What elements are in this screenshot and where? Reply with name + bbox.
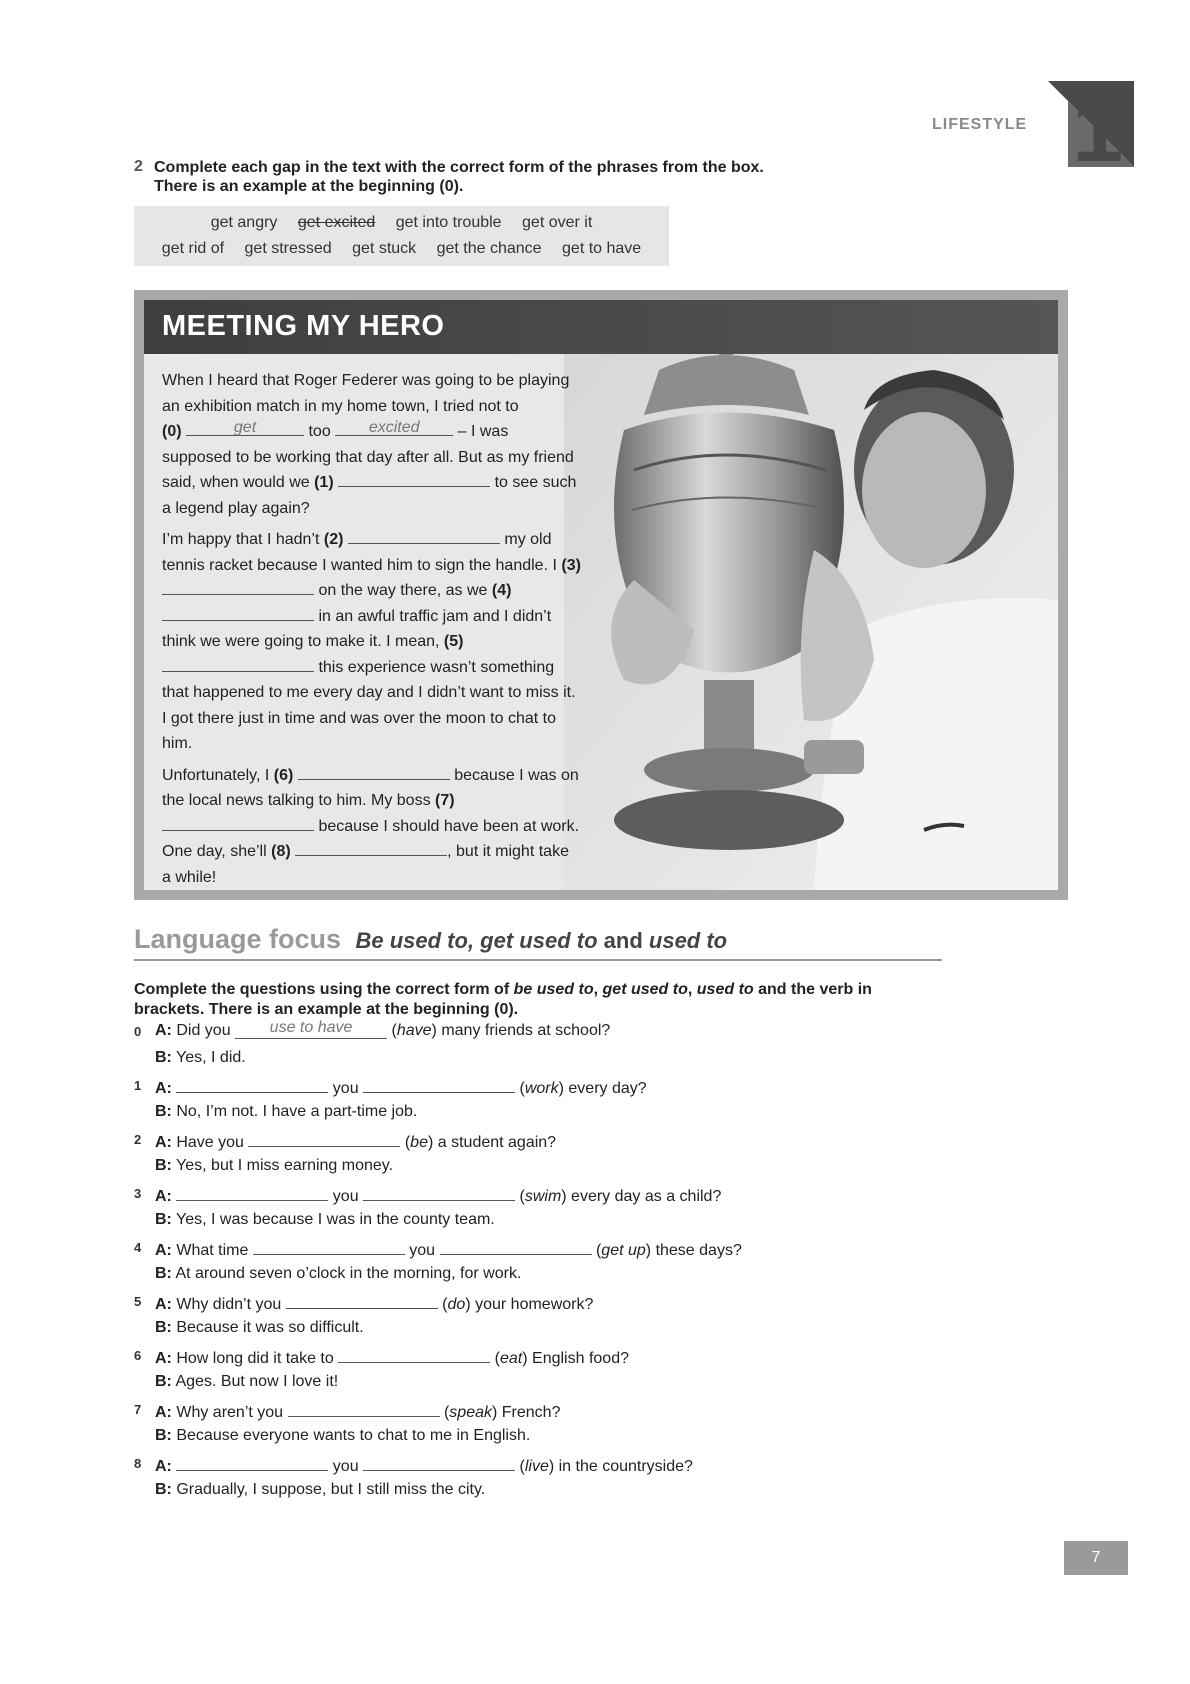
qa-item <box>134 1019 1034 1072</box>
question-number: 5 <box>134 1294 142 1309</box>
phrase-item: get to have <box>562 240 642 257</box>
qa-item <box>134 1346 1034 1396</box>
phrase-item: get stressed <box>244 240 332 257</box>
speaker-a: A: <box>155 1296 172 1313</box>
answer-blank[interactable] <box>176 1454 328 1471</box>
qa-item <box>134 1400 1034 1450</box>
article-paragraph-2: I’m happy that I hadn’t (2) my old tennis racket because I wanted him to sign the handle. I (3) on the way there, as we (4) in an awful traffic jam and I didn’t think we were going to make it. I mean, (5) this experience wasn’t something that happened to me every day and I didn’t want to miss it. I got there just in time and was over the moon to chat to him. <box>162 527 582 757</box>
question-number: 0 <box>134 1024 142 1039</box>
answer-blank-example <box>235 1019 387 1039</box>
speaker-a: A: <box>155 1080 172 1097</box>
verb-hint: do <box>447 1296 466 1313</box>
answer-blank[interactable] <box>176 1076 328 1093</box>
speaker-a: A: <box>155 1458 172 1475</box>
article-paragraph-1: When I heard that Roger Federer was going to be playing an exhibition match in my home town, I tried not to (0) get too excited – I was supposed to be working that day after all. But as my friend said, when would we (1) to see such a legend play again? <box>162 372 577 517</box>
speaker-b: B: <box>155 1427 172 1444</box>
language-focus-heading <box>134 924 942 961</box>
qa-item <box>134 1454 1034 1504</box>
line-a: A: you (work) every day? <box>155 1076 647 1098</box>
language-focus-instruction: Complete the questions using the correct form of be used to, get used to, used to and the verb in brackets. There is an example at the beginning (0). <box>134 981 872 1018</box>
line-b: B: Yes, but I miss earning money. <box>155 1157 394 1174</box>
phrase-item: get stuck <box>352 240 417 257</box>
phrase-item: get rid of <box>161 240 225 257</box>
unit-number-badge <box>1048 81 1134 167</box>
verb-hint: work <box>524 1080 559 1097</box>
answer-blank[interactable] <box>440 1238 592 1255</box>
article-title-bar <box>144 300 1058 354</box>
example-answer: get <box>233 419 257 436</box>
phrase-item: get into trouble <box>395 214 502 231</box>
language-focus-title: Language focus <box>134 924 342 954</box>
verb-hint: speak <box>449 1404 492 1421</box>
exercise-number: 2 <box>134 158 143 175</box>
answer-blank[interactable] <box>176 1184 328 1201</box>
page-number: 7 <box>1064 1541 1128 1575</box>
gap-5[interactable] <box>162 655 314 672</box>
line-a: A: you (swim) every day as a child? <box>155 1184 721 1206</box>
qa-item <box>134 1292 1034 1342</box>
line-b: B: Because it was so difficult. <box>155 1319 364 1336</box>
speaker-b: B: <box>155 1103 172 1120</box>
federer-trophy-photo <box>564 300 1058 890</box>
verb-hint: eat <box>500 1350 523 1367</box>
gap-7[interactable] <box>162 814 314 831</box>
gap-0a <box>186 419 304 436</box>
phrase-item: get over it <box>522 214 593 231</box>
speaker-b: B: <box>155 1373 172 1390</box>
gap-number-5: (5) <box>443 633 464 650</box>
article-title: MEETING MY HERO <box>162 310 445 342</box>
answer-blank[interactable] <box>363 1454 515 1471</box>
qa-item <box>134 1238 1034 1288</box>
line-a: A: Did you use to have (have) many friends at school? <box>155 1019 611 1039</box>
speaker-b: B: <box>155 1049 172 1066</box>
gap-number-0: (0) <box>162 423 182 440</box>
answer-blank[interactable] <box>253 1238 405 1255</box>
verb-hint: swim <box>524 1188 562 1205</box>
phrase-item: get the chance <box>436 240 542 257</box>
unit-number: 1 <box>1072 81 1124 167</box>
answer-blank[interactable] <box>363 1184 515 1201</box>
speaker-b: B: <box>155 1319 172 1336</box>
speaker-a: A: <box>155 1134 172 1151</box>
line-a: A: you (live) in the countryside? <box>155 1454 693 1476</box>
line-b: B: No, I’m not. I have a part-time job. <box>155 1103 418 1120</box>
gap-number-7: (7) <box>435 792 455 809</box>
gap-number-1: (1) <box>314 474 334 491</box>
line-b: B: Yes, I did. <box>155 1049 246 1066</box>
verb-hint: live <box>524 1458 549 1475</box>
gap-number-4: (4) <box>491 582 512 599</box>
article <box>144 300 1058 890</box>
gap-number-3: (3) <box>561 556 581 574</box>
phrase-item-example-struck: get excited <box>297 214 376 231</box>
gap-3[interactable] <box>162 578 314 595</box>
question-number: 7 <box>134 1402 142 1417</box>
phrase-row-1 <box>134 214 669 232</box>
phrase-box <box>134 206 669 266</box>
line-b: B: At around seven o’clock in the morning, for work. <box>155 1265 522 1282</box>
gap-8[interactable] <box>295 839 447 856</box>
gap-0b <box>335 419 453 436</box>
line-b: B: Ages. But now I love it! <box>155 1373 339 1390</box>
exercise-instruction <box>154 158 854 196</box>
line-b: B: Gradually, I suppose, but I still miss the city. <box>155 1481 486 1498</box>
line-a: A: Have you (be) a student again? <box>155 1130 556 1152</box>
article-text <box>162 368 582 890</box>
line-a: A: How long did it take to (eat) English food? <box>155 1346 629 1368</box>
question-number: 2 <box>134 1132 142 1147</box>
language-focus-subtitle: Be used to, get used to and used to <box>355 928 728 953</box>
verb-hint: be <box>410 1134 428 1151</box>
answer-blank[interactable] <box>363 1076 515 1093</box>
section-tag: LIFESTYLE <box>932 116 1028 133</box>
example-answer: use to have <box>269 1019 353 1036</box>
qa-item <box>134 1184 1034 1234</box>
article-paragraph-3: Unfortunately, I (6) because I was on the local news talking to him. My boss (7) because I should have been at work. One day, she’ll (8) , but it might take a while! <box>162 763 582 891</box>
question-number: 6 <box>134 1348 142 1363</box>
speaker-b: B: <box>155 1265 172 1282</box>
speaker-b: B: <box>155 1157 172 1174</box>
question-number: 1 <box>134 1078 142 1093</box>
speaker-a: A: <box>155 1242 172 1259</box>
answer-blank[interactable] <box>338 1346 490 1363</box>
speaker-b: B: <box>155 1211 172 1228</box>
phrase-item: get angry <box>210 214 278 231</box>
gap-number-2: (2) <box>323 531 344 548</box>
qa-item <box>134 1076 1034 1126</box>
line-b: B: Yes, I was because I was in the county team. <box>155 1211 495 1228</box>
gap-2[interactable] <box>348 527 500 544</box>
line-a: A: Why aren’t you (speak) French? <box>155 1400 560 1422</box>
gap-4[interactable] <box>162 604 314 621</box>
line-b: B: Because everyone wants to chat to me in English. <box>155 1427 531 1444</box>
answer-blank[interactable] <box>286 1292 438 1309</box>
speaker-a: A: <box>155 1350 172 1367</box>
instruction-line-2: There is an example at the beginning (0). <box>154 178 464 195</box>
qa-item <box>134 1130 1034 1180</box>
speaker-b: B: <box>155 1481 172 1498</box>
verb-hint: get up <box>601 1242 646 1259</box>
speaker-a: A: <box>155 1022 172 1039</box>
gap-number-6: (6) <box>273 766 294 784</box>
phrase-row-2 <box>134 240 669 258</box>
line-a: A: What time you (get up) these days? <box>155 1238 742 1260</box>
question-number: 8 <box>134 1456 142 1471</box>
answer-blank[interactable] <box>248 1130 400 1147</box>
gap-number-8: (8) <box>271 843 291 860</box>
verb-hint: have <box>396 1022 432 1039</box>
speaker-a: A: <box>155 1404 172 1421</box>
gap-1[interactable] <box>338 470 490 487</box>
question-number: 4 <box>134 1240 142 1255</box>
example-answer: excited <box>368 419 420 436</box>
answer-blank[interactable] <box>288 1400 440 1417</box>
speaker-a: A: <box>155 1188 172 1205</box>
gap-6[interactable] <box>298 763 450 780</box>
line-a: A: Why didn’t you (do) your homework? <box>155 1292 593 1314</box>
instruction-line-1: Complete each gap in the text with the correct form of the phrases from the box. <box>154 159 764 176</box>
question-number: 3 <box>134 1186 142 1201</box>
